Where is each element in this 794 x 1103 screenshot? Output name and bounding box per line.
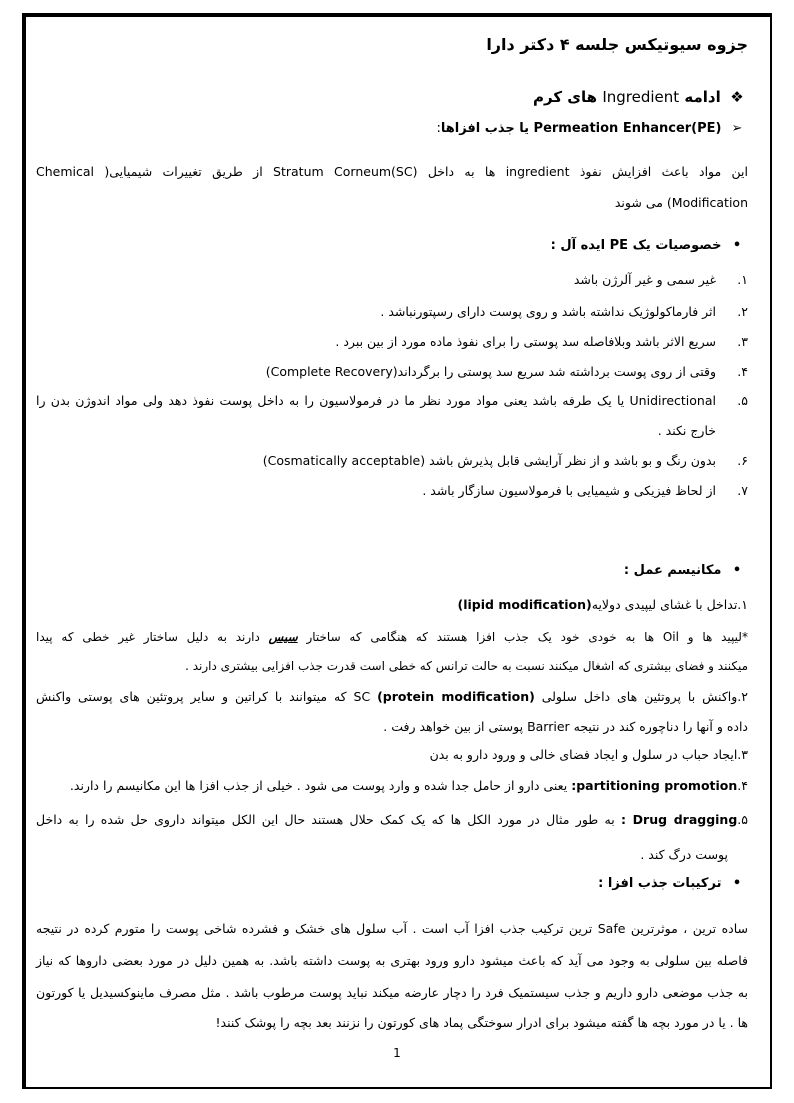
heading-fa-term: یا جذب افزاها — [440, 121, 530, 136]
mechanism-5-number: ۵. — [737, 812, 748, 827]
list-item-continuation — [36, 422, 748, 440]
list-text: خارج نکند . — [657, 423, 716, 438]
mechanism-1-text: ۱.تداخل با غشای لیپیدی دولایه — [591, 597, 748, 612]
combinations-line-2: فاصله بین سلولی به وجود می آید که باعث میشود دارو ورود بهتری به پوست داشته باشد. به همین دلیل در مورد بعضی داروها که نیاز — [36, 953, 748, 968]
page-title: جزوه سیوتیکس جلسه ۴ دکتر دارا — [486, 35, 748, 54]
bullet-icon: • — [732, 238, 742, 253]
combinations-line-3: به جذب موضعی دارو داریم و جذب سیستمیک فرد را دچار عارضه میکند نباید پوست مرطوب باشد . مثل مصرف ماینوکسیدیل یا کورتون — [36, 985, 748, 1000]
heading-en-term: Permeation Enhancer(PE) — [533, 121, 722, 136]
mechanism-3: ۳.ایجاد حباب در سلول و ایجاد فضای خالی و ورود دارو به بدن — [429, 747, 748, 762]
lipid-note-line-1 — [36, 628, 748, 646]
list-item — [36, 452, 748, 470]
list-item — [36, 392, 748, 410]
list-number: ۷. — [737, 483, 748, 498]
list-number: ۳. — [737, 334, 748, 349]
heading-suffix: های کرم — [533, 88, 598, 106]
heading-colon: : — [436, 121, 441, 136]
list-text: وقتی از روی پوست برداشته شد سریع سد پوستی را برگرداند(Complete Recovery) — [265, 364, 716, 379]
list-item — [36, 333, 748, 351]
mechanism-2-text-b: که میتوانند با کراتین و سایر پروتئین های پوستی واکنش — [36, 689, 347, 704]
mechanism-1-term: (lipid modification) — [457, 597, 592, 612]
list-text: Unidirectional یا یک طرفه باشد یعنی مواد مورد نظر ما در فرمولاسیون را به داخل پوست نفوذ دهد ولی مواد اندوژن بدن را — [36, 393, 716, 408]
note-text-a: *لیپید ها و Oil ها به خودی خود یک جذب افزا هستند که هنگامی که ساختار — [306, 630, 748, 644]
list-number: ۴. — [737, 364, 748, 379]
list-text: اثر فارماکولوژیک نداشته باشد و روی پوست دارای رسپتورنباشد . — [380, 304, 716, 319]
list-text: غیر سمی و غیر آلرژن باشد — [573, 272, 716, 287]
combinations-line-4: ها . یا در مورد بچه ها گفته میشود برای ادرار سوختگی پماد های کورتون را نزنند بعد بچه را پوشک کنند! — [215, 1015, 748, 1030]
mechanism-4 — [36, 777, 748, 795]
bullet-icon: • — [732, 563, 742, 578]
mechanism-5-line-2: پوست درگ کند . — [640, 847, 728, 862]
mechanism-4-number: ۴. — [737, 778, 748, 793]
heading-en-term: Ingredient — [602, 88, 680, 106]
mechanism-2-line-2: داده و آنها را دناچوره کند در نتیجه Barrier پوستی از بین خواهد رفت . — [383, 719, 748, 734]
mechanism-2 — [36, 688, 748, 706]
arrow-bullet-icon: ➢ — [731, 121, 743, 136]
bullet-icon: • — [732, 876, 742, 891]
note-underlined-term: سیس — [268, 630, 298, 644]
ideal-pe-heading — [551, 238, 748, 253]
mechanism-4-term: partitioning promotion: — [571, 778, 738, 793]
mechanism-heading — [624, 563, 748, 578]
list-item — [36, 303, 748, 321]
combinations-line-1: ساده ترین ، موثرترین Safe ترین ترکیب جذب افزا آب است . آب سلول های خشک و فشرده شاخی پوست را متورم کرده در نتیجه — [36, 921, 748, 936]
mechanism-5-text: به طور مثال در مورد الکل ها که یک کمک حلال هستند حال این الکل میتواند داروی حل شده را به داخل — [36, 812, 615, 827]
list-text: از لحاظ فیزیکی و شیمیایی با فرمولاسیون سازگار باشد . — [422, 483, 716, 498]
diamond-bullet-icon: ❖ — [730, 88, 744, 106]
section-heading-ingredients — [533, 88, 748, 106]
combinations-heading — [598, 876, 748, 891]
list-number: ۱. — [737, 272, 748, 287]
list-number: ۲. — [737, 304, 748, 319]
list-text: بدون رنگ و بو باشد و از نظر آرایشی قابل پذیرش باشد (Cosmatically acceptable) — [262, 453, 716, 468]
mechanism-heading-text: مکانیسم عمل : — [623, 563, 722, 578]
mechanism-5-term: Drug dragging : — [620, 812, 738, 827]
list-number: ۵. — [737, 393, 748, 408]
mechanism-5 — [36, 811, 748, 829]
mechanism-2-term: (protein modification) — [377, 689, 535, 704]
mechanism-1 — [36, 596, 748, 614]
ideal-pe-heading-text: خصوصیات یک PE ایده آل : — [550, 238, 722, 253]
page-number: 1 — [393, 1046, 401, 1060]
lipid-note-line-2: میکنند و فضای بیشتری که اشغال میکنند نسبت به حالت ترانس که خطی است قدرت جذب افزایی بیشتری دارند . — [185, 659, 748, 673]
heading-prefix: ادامه — [684, 88, 721, 106]
mechanism-4-text: یعنی دارو از حامل جدا شده و وارد پوست می شود . خیلی از جذب افزا ها این مکانیسم را دارند. — [69, 778, 568, 793]
list-number: ۶. — [737, 453, 748, 468]
list-item — [36, 482, 748, 500]
intro-line-1: این مواد باعث افزایش نفوذ ingredient ها به داخل Stratum Corneum(SC) از طریق تغییرات شیمیایی( Chemical — [36, 164, 749, 179]
list-item — [36, 363, 748, 381]
list-text: سریع الاثر باشد وبلافاصله سد پوستی را برای نفوذ ماده مورد از بین ببرد . — [335, 334, 716, 349]
intro-line-2: Modification) می شوند — [614, 195, 748, 210]
note-text-b: دارند به دلیل ساختار غیر خطی که پیدا — [36, 630, 260, 644]
list-item — [36, 271, 748, 289]
combinations-heading-text: ترکیبات جذب افزا : — [598, 876, 722, 891]
mechanism-2-text-a: ۲.واکنش با پروتئین های داخل سلولی SC — [353, 689, 748, 704]
section-heading-permeation-enhancer — [436, 121, 748, 136]
